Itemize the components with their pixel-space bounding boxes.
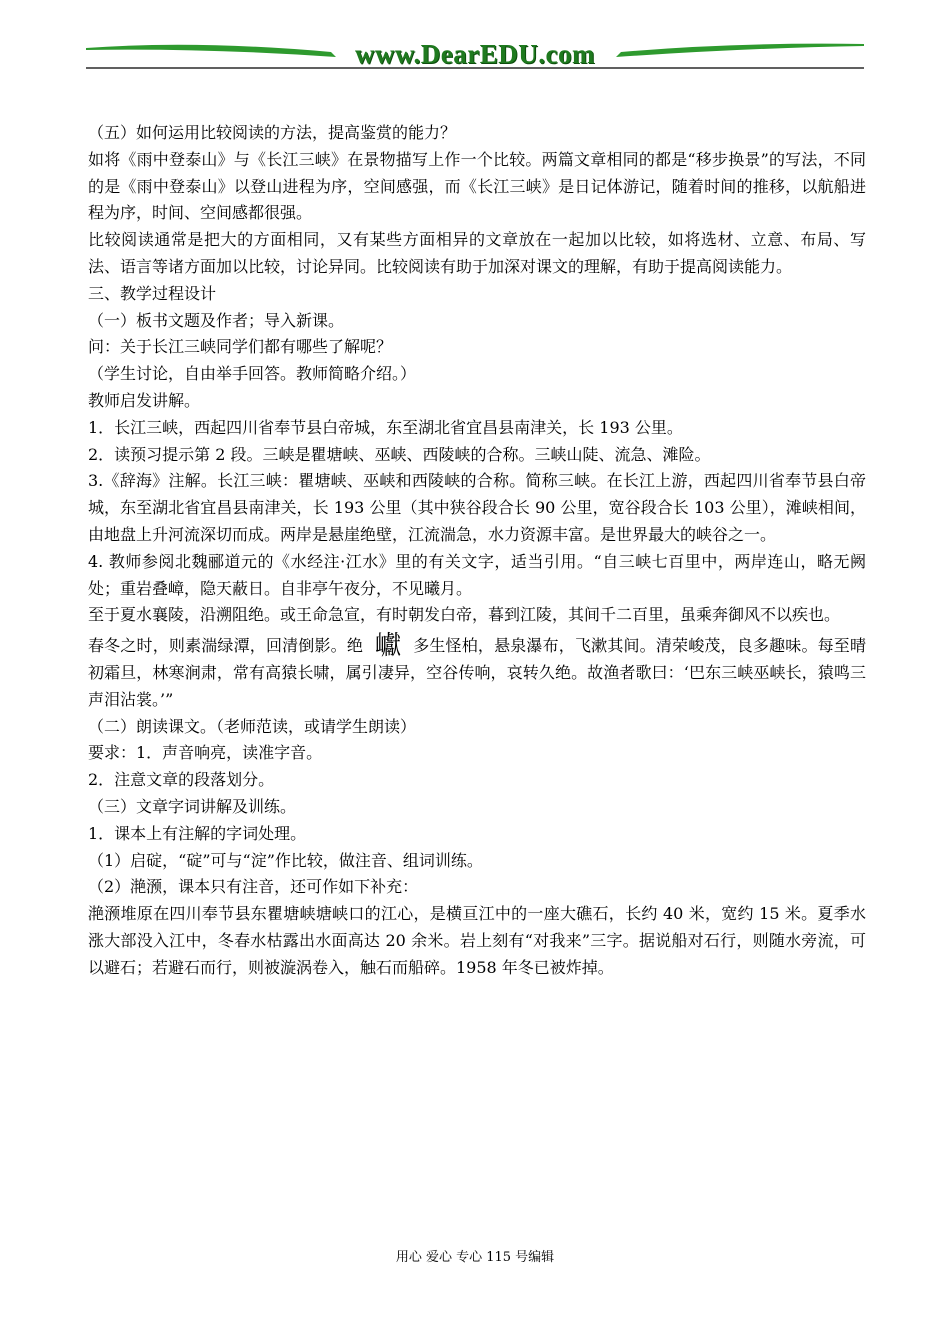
list-item: 1．课本上有注解的字词处理。: [88, 823, 307, 843]
subsection-heading: （三）文章字词讲解及训练。: [88, 796, 297, 816]
paragraph: 如将《雨中登泰山》与《长江三峡》在景物描写上作一个比较。两篇文章相同的都是“移步换景”的写法，不同的是《雨中登泰山》以登山进程为序，空间感强，而《长江三峡》是日记体游记，随着时间的推移，以航船进程为序，时间、空间感都很强。: [88, 149, 866, 223]
list-item: 1．长江三峡，西起四川省奉节县白帝城，东至湖北省宜昌县南津关，长 193 公里。: [88, 417, 683, 437]
enlarged-character: 巘: [375, 631, 402, 662]
paragraph: 滟滪堆原在四川奉节县东瞿塘峡塘峡口的江心，是横亘江中的一座大礁石，长约 40 米，宽约 15 米。夏季水涨大部没入江中，冬春水枯露出水面高达 20 余米。岩上刻有“对我来”三字。据说船对石行，则随水旁流，可以避石；若避石而行，则被漩涡卷入，触石而船碎。1958 年冬已被炸掉。: [88, 904, 866, 977]
list-item: （2）滟滪，课本只有注音，还可作如下补充：: [88, 877, 419, 897]
page-footer: 用心 爱心 专心 115 号编辑: [395, 1250, 555, 1265]
page-header: [86, 38, 864, 70]
paragraph: [88, 633, 866, 713]
paragraph: （五）如何运用比较阅读的方法，提高鉴赏的能力？: [88, 123, 457, 142]
paragraph: （学生讨论，自由举手回答。教师简略介绍。）: [88, 364, 417, 384]
site-logo[interactable]: www.DearEDU.com: [355, 39, 595, 69]
subsection-heading: （二）朗读课文。（老师范读，或请学生朗读）: [88, 716, 417, 736]
list-item: 3.《辞海》注解。长江三峡：瞿塘峡、巫峡和西陵峡的合称。简称三峡。在长江上游，西起四川省奉节县白帝城，东至湖北省宜昌县南津关，长 193 公里（其中狭谷段合长 90 公里，宽谷段合长 103 公里），滩峡相间，由地盘上升河流深切而成。两岸是悬崖绝壁，江流湍急，水力资源丰富。是世界最大的峡谷之一。: [88, 471, 866, 544]
paragraph: 问：关于长江三峡同学们都有哪些了解呢？: [88, 337, 393, 357]
paragraph: 至于夏水襄陵，沿溯阻绝。或王命急宣，有时朝发白帝，暮到江陵，其间千二百里，虽乘奔御风不以疾也。: [88, 605, 841, 625]
list-item: （1）启碇，“碇”可与“淀”作比较，做注音、组词训练。: [88, 850, 483, 870]
section-heading: 三、教学过程设计: [88, 283, 217, 303]
text-run: 春冬之时，则素湍绿潭，回清倒影。绝: [88, 636, 364, 656]
text-run: 多生怪柏，悬泉瀑布，飞漱其间。清荣峻茂，良多趣味。每至晴初霜旦，林寒涧肃，常有高猿长啸，属引凄异，空谷传响，哀转久绝。故渔者歌曰：‘巴东三峡巫峡长，猿鸣三声泪沾裳。’”: [88, 636, 866, 709]
list-item: 4. 教师参阅北魏郦道元的《水经注·江水》里的有关文字，适当引用。“自三峡七百里中，两岸连山，略无阙处；重岩叠嶂，隐天蔽日。自非亭午夜分，不见曦月。: [88, 551, 866, 598]
list-item: 2．注意文章的段落划分。: [88, 770, 275, 790]
subsection-heading: （一）板书文题及作者；导入新课。: [88, 310, 345, 330]
paragraph: 教师启发讲解。: [88, 390, 201, 410]
list-item: 2．读预习提示第 2 段。三峡是瞿塘峡、巫峡、西陵峡的合称。三峡山陡、流急、滩险。: [88, 444, 711, 464]
document-body: [88, 120, 866, 982]
paragraph: 比较阅读通常是把大的方面相同，又有某些方面相异的文章放在一起加以比较，如将选材、立意、布局、写法、语言等诸方面加以比较，讨论异同。比较阅读有助于加深对课文的理解，有助于提高阅读能力。: [88, 230, 866, 276]
paragraph: 要求：1．声音响亮，读准字音。: [88, 743, 323, 763]
